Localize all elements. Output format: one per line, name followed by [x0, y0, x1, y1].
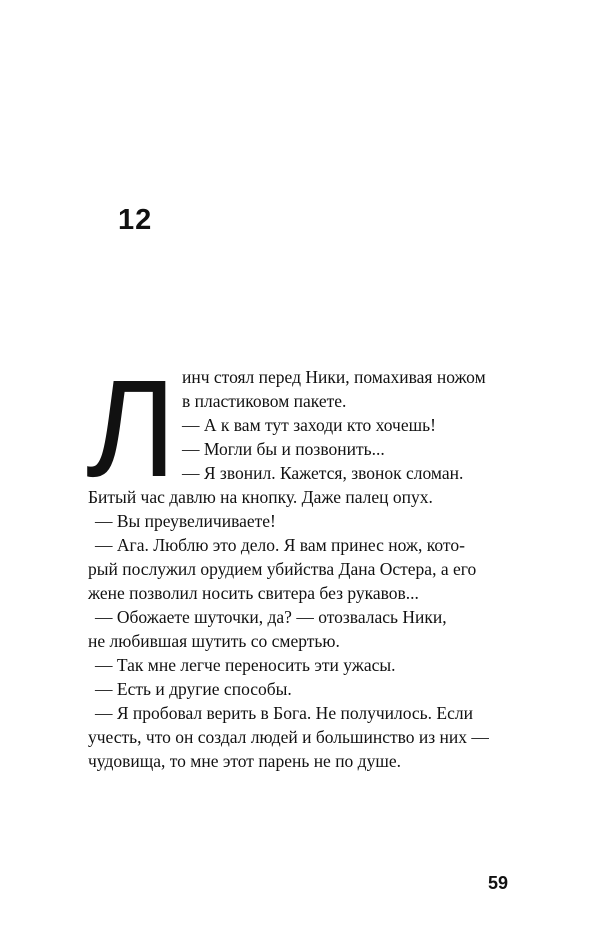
- text-line: — Я звонил. Кажется, звонок сломан.: [182, 463, 464, 483]
- text-line: — Так мне легче переносить эти ужасы.: [95, 655, 396, 675]
- text-line: — Ага. Люблю это дело. Я вам принес нож, кото-: [95, 535, 465, 555]
- text-line: — Вы преувеличиваете!: [95, 511, 276, 531]
- text-line: жене позволил носить свитера без рукавов...: [88, 583, 419, 603]
- text-line: — А к вам тут заходи кто хочешь!: [182, 415, 436, 435]
- text-line: не любившая шутить со смертью.: [88, 631, 340, 651]
- text-line: — Я пробовал верить в Бога. Не получилось. Если: [95, 703, 473, 723]
- text-line: чудовища, то мне этот парень не по душе.: [88, 751, 401, 771]
- text-line: учесть, что он создал людей и большинство из них —: [88, 727, 489, 747]
- page-number: 59: [488, 873, 509, 893]
- text-line: — Могли бы и позвонить...: [182, 439, 385, 459]
- text-line: инч стоял перед Ники, помахивая ножом: [182, 367, 486, 387]
- text-line: — Есть и другие способы.: [95, 679, 292, 699]
- text-line: в пластиковом пакете.: [182, 391, 347, 411]
- text-line: рый послужил орудием убийства Дана Остера, а его: [88, 559, 477, 579]
- chapter-number: 12: [118, 204, 153, 236]
- drop-cap: Л: [86, 352, 177, 506]
- text-line: — Обожаете шуточки, да? — отозвалась Ники,: [95, 607, 447, 627]
- text-line: Битый час давлю на кнопку. Даже палец опух.: [88, 487, 433, 507]
